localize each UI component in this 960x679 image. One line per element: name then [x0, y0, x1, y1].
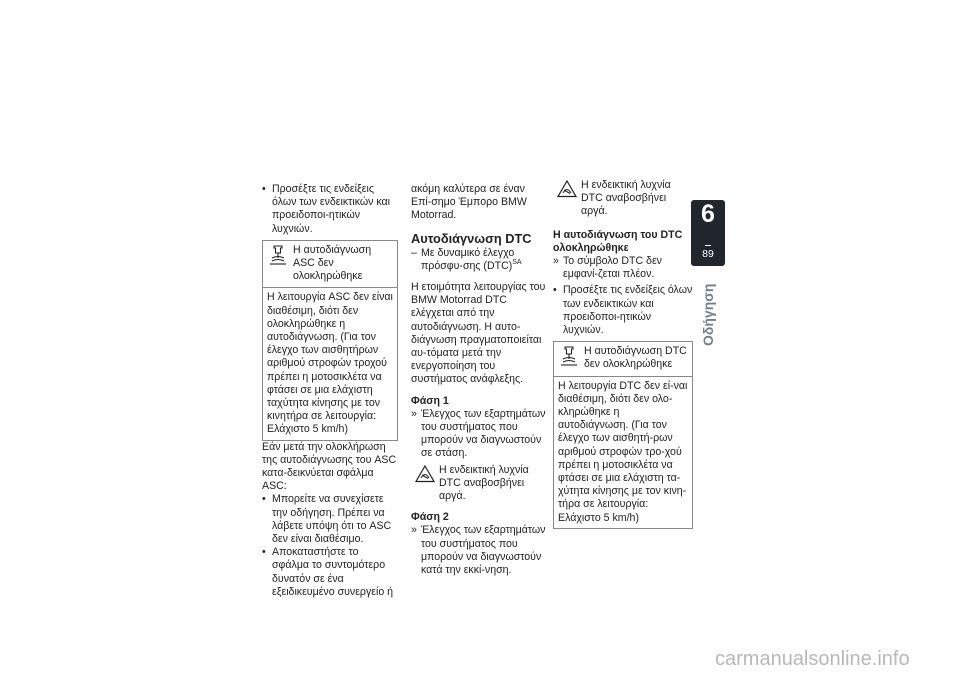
continued-text: ακόμη καλύτερα σε έναν Επί-σημο Έμπορο BMW Motorrad.: [411, 183, 527, 222]
phase-1-heading: Φάση 1: [411, 394, 449, 407]
dtc-section-heading: Αυτοδιάγνωση DTC: [411, 230, 532, 246]
asc-fault-paragraph: Εάν μετά την ολοκλήρωση της αυτοδιάγνωσης του ASC κατα-δεικνύεται σφάλμα ASC:: [262, 440, 397, 493]
dtc-notice-box: [553, 341, 693, 529]
dtc-notice-title: Η αυτοδιάγνωση DTC δεν ολοκληρώθηκε: [584, 345, 687, 371]
column-1: [262, 183, 398, 599]
page-number: 89: [702, 248, 714, 260]
phase-1-text: » Έλεγχος των εξαρτημάτων του συστήματος που μπορούν να διαγνωστούν σε στάση.: [411, 408, 547, 461]
column-3: [553, 179, 693, 529]
asc-warning-icon: [558, 345, 580, 371]
asc-warning-icon: [267, 244, 289, 284]
sa-superscript: SA: [512, 258, 522, 266]
phase-1-indicator: [411, 464, 547, 504]
dtc-notice-header: [554, 342, 692, 376]
dtc-intro-paragraph: Η ετοιμότητα λειτουργίας του BMW Motorrad DTC ελέγχεται από την αυτοδιάγνωση. Η αυτο-διάγνωση πραγματοποιείται αυ-τόματα μετά την ενεργοποίηση του συστήματος ανάφλεξης.: [411, 281, 546, 386]
phase-1-indicator-text: Η ενδεικτική λυχνία DTC αναβοσβήνει αργά.: [439, 463, 529, 503]
column-2: [411, 183, 547, 577]
phase-2-text: » Έλεγχος των εξαρτημάτων του συστήματος που μπορούν να διαγνωστούν κατά την εκκί-νηση.: [411, 524, 547, 577]
bullet-check-lamps-2: • Προσέξτε τις ενδείξεις όλων των ενδεικτικών και προειδοποι-ητικών λυχνιών.: [553, 284, 693, 337]
dtc-notice-body: Η λειτουργία DTC δεν εί-ναι διαθέσιμη, διότι δεν ολο-κληρώθηκε η αυτοδιάγνωση. (Για τον έλεγχο των αισθητή-ρων αριθμού στροφών τρο-χού πρέπει η μοτοσικλέτα να φτάσει σε μια ελάχιστη τα-χύτητα κίνησης με τον κινη-τήρα σε λειτουργία: Ελάχιστο 5 km/h): [558, 379, 688, 524]
dtc-option-note: [411, 247, 547, 273]
asc-notice-title: Η αυτοδιάγνωση ASC δεν ολοκληρώθηκε: [293, 243, 372, 283]
phase-2-indicator-text: Η ενδεικτική λυχνία DTC αναβοσβήνει αργά.: [581, 179, 671, 218]
asc-notice-box: [262, 240, 398, 441]
phase-2-heading: Φάση 2: [411, 511, 449, 524]
bullet-repair-fault: • Αποκαταστήστε το σφάλμα το συντομότερο δυνατόν σε ένα εξειδικευμένο συνεργείο ή: [262, 546, 398, 599]
asc-notice-body: Η λειτουργία ASC δεν είναι διαθέσιμη, διότι δεν ολοκληρώθηκε η αυτοδιάγνωση. (Για τον έλεγχο των αισθητήρων αριθμού στροφών τροχού πρέπει η μοτοσικλέτα να φτάσει σε μια ελάχιστη ταχύτητα κίνησης με τον κινητήρα σε λειτουργία: Ελάχιστο 5 km/h): [267, 291, 393, 436]
dtc-warning-icon: [553, 179, 579, 219]
dtc-warning-icon: [411, 464, 437, 504]
bullet-continue-riding: • Μπορείτε να συνεχίσετε την οδήγηση. Πρέπει να λάβετε υπόψη ότι το ASC δεν είναι διαθέσιμο.: [262, 493, 398, 546]
dtc-complete-heading: Η αυτοδιάγνωση του DTC ολοκληρώθηκε: [553, 228, 683, 254]
phase-2-indicator: [553, 179, 693, 219]
bullet-check-lamps: • Προσέξτε τις ενδείξεις όλων των ενδεικτικών και προειδοποι-ητικών λυχνιών.: [262, 183, 398, 236]
dtc-symbol-off-text: » Το σύμβολο DTC δεν εμφανί-ζεται πλέον.: [553, 255, 693, 281]
watermark: carmanualsonline.info: [715, 648, 910, 670]
dtc-option-text: Με δυναμικό έλεγχο πρόσφυ-σης (DTC): [421, 246, 515, 272]
chapter-title: Οδήγηση: [700, 283, 716, 346]
chapter-number: 6: [701, 200, 715, 228]
asc-notice-header: [263, 241, 397, 289]
chapter-divider: [705, 245, 711, 246]
